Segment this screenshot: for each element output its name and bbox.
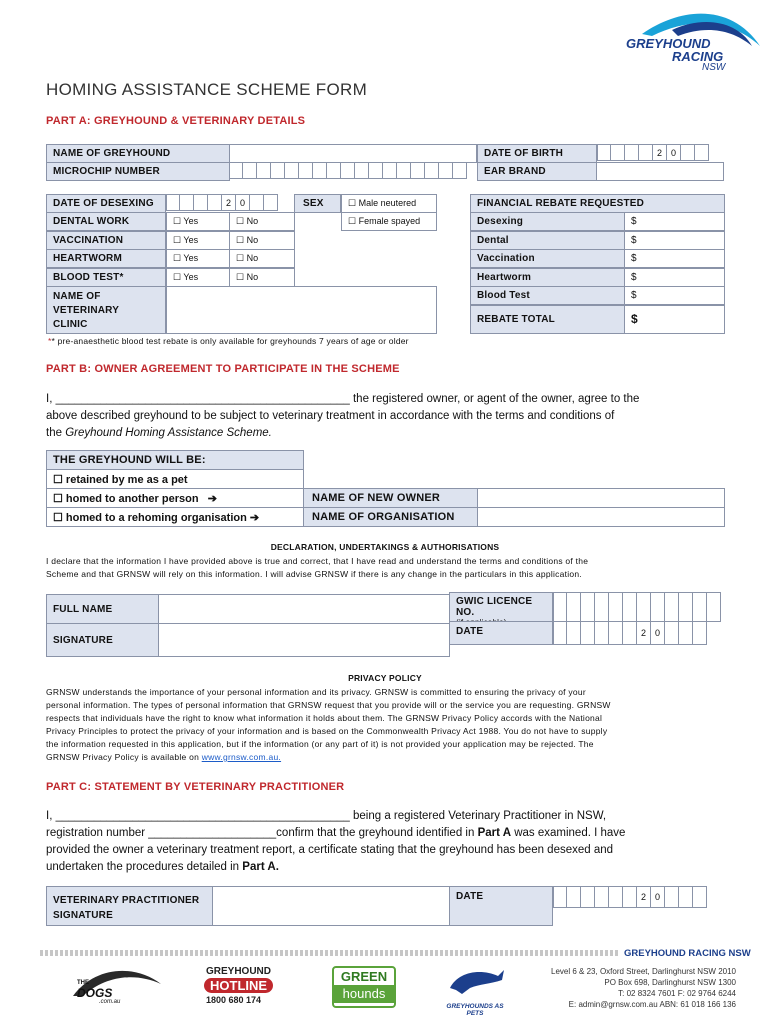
green-hounds-logo (332, 966, 396, 1008)
clinic-label-1: NAME OF (53, 291, 101, 302)
owner-date-digit-0: 0 (651, 621, 665, 645)
rebate-total-field[interactable] (624, 305, 725, 334)
heartworm-label-text: HEARTWORM (53, 253, 123, 264)
owner-date-digit-2: 2 (637, 621, 651, 645)
blood-test-label (46, 268, 166, 287)
yes-text: Yes (183, 272, 199, 282)
clinic-label (46, 286, 166, 334)
gwic-text: GWIC LICENCE NO. (456, 596, 533, 618)
ear-brand-label (477, 162, 597, 181)
option-homed-person[interactable]: ☐ homed to another person ➔ (46, 488, 304, 508)
male-neutered-option[interactable]: ☐ Male neutered (341, 194, 437, 213)
rebate-amount-field-2[interactable] (624, 249, 725, 268)
arrow-right-icon: ➔ (249, 512, 260, 524)
opt3-text: homed to a rehoming organisation (65, 512, 247, 524)
option-retained[interactable]: ☐ retained by me as a pet (46, 469, 304, 489)
desex-digit-2: 2 (222, 194, 236, 211)
desex-digit-0: 0 (236, 194, 250, 211)
vet-date-cells[interactable] (553, 886, 707, 908)
logo-text-3: NSW (702, 62, 726, 73)
signature-text: SIGNATURE (53, 635, 113, 646)
heartworm-yes[interactable]: ☐ Yes (166, 249, 230, 268)
dob-digit-0: 0 (667, 144, 681, 161)
female-spayed-option[interactable]: ☐ Female spayed (341, 212, 437, 231)
privacy-line-5: the information requested in this application, but if the information (or any part of it) is not provided your application may be rejected. The (46, 739, 594, 749)
rebate-label-text: Blood Test (477, 290, 530, 301)
vet-line-2a: registration number ____________________confirm that the greyhound identified in (46, 827, 478, 839)
hotline-text-1: GREYHOUND (206, 966, 272, 977)
dob-digit-2: 2 (653, 144, 667, 161)
new-owner-label (303, 488, 478, 508)
logo-text-1: GREYHOUND (626, 36, 711, 51)
arrow-right-icon: ➔ (207, 493, 217, 505)
full-name-label (46, 594, 159, 624)
microchip-label-text: MICROCHIP NUMBER (53, 166, 160, 177)
heartworm-no[interactable]: ☐ No (229, 249, 295, 268)
footer-brand: GREYHOUND RACING NSW (620, 948, 755, 959)
rebate-currency: $ (631, 272, 637, 283)
dental-label-text: DENTAL WORK (53, 216, 130, 227)
desexing-label-text: DATE OF DESEXING (53, 198, 154, 209)
privacy-line-1: GRNSW understands the importance of your personal information and its privacy. GRNSW is committed to ensuring the privacy of your (46, 687, 586, 697)
rebate-label-3 (470, 268, 625, 287)
rebate-currency: $ (631, 290, 637, 301)
desexing-date-cells[interactable] (166, 194, 278, 211)
part-a-heading: PART A: GREYHOUND & VETERINARY DETAILS (46, 115, 306, 127)
dental-no[interactable]: ☐ No (229, 212, 295, 231)
rebate-total-label (470, 305, 625, 334)
vet-line-2c: was examined. I have (511, 827, 626, 839)
gwic-cells[interactable] (553, 592, 721, 622)
rebate-currency: $ (631, 216, 637, 227)
rebate-label-text: Vaccination (477, 253, 535, 264)
full-name-field[interactable] (158, 594, 450, 624)
dental-yes[interactable]: ☐ Yes (166, 212, 230, 231)
rebate-total-text: REBATE TOTAL (477, 314, 555, 325)
no-text: No (246, 216, 259, 226)
green-text-1: GREEN (340, 969, 388, 984)
part-c-heading: PART C: STATEMENT BY VETERINARY PRACTITIONER (46, 781, 345, 793)
no-text: No (246, 253, 259, 263)
dob-cells[interactable] (597, 144, 709, 161)
privacy-link[interactable]: www.grnsw.com.au. (201, 752, 282, 762)
address-line-1: Level 6 & 23, Oxford Street, Darlinghurst NSW 2010 (551, 967, 736, 976)
address-line-2: PO Box 698, Darlinghurst NSW 1300 (604, 978, 736, 987)
greyhound-will-be-label (46, 450, 304, 470)
scheme-name: Greyhound Homing Assistance Scheme. (65, 427, 272, 439)
vet-sig-text-2: SIGNATURE (53, 910, 113, 921)
part-b-heading: PART B: OWNER AGREEMENT TO PARTICIPATE IN THE SCHEME (46, 363, 400, 375)
heartworm-label (46, 249, 166, 268)
privacy-line-3: respects that individuals have the right to know what information it holds about them. The GRNSW Privacy Policy accords with the National (46, 713, 603, 723)
dob-label-text: DATE OF BIRTH (484, 148, 564, 159)
vet-line-4a: undertaken the procedures detailed in (46, 861, 243, 873)
yes-text: Yes (183, 216, 199, 226)
option-homed-org[interactable]: ☐ homed to a rehoming organisation ➔ (46, 507, 304, 527)
new-owner-text: NAME OF NEW OWNER (312, 492, 441, 504)
organisation-label (303, 507, 478, 527)
no-text: No (246, 235, 259, 245)
declaration-line-1: I declare that the information I have provided above is true and correct, that I have read and understand the terms and conditions of the (46, 556, 589, 566)
vet-line-1: I, ______________________________________________ being a registered Veterinary Practitioner in NSW, (46, 810, 607, 822)
microchip-label (46, 162, 230, 181)
vet-statement-text (46, 808, 746, 876)
vet-line-4b: Part A. (242, 861, 279, 873)
rebate-heading (470, 194, 725, 213)
rebate-label-text: Desexing (477, 216, 524, 227)
sex-label (294, 194, 341, 213)
will-be-text: THE GREYHOUND WILL BE: (53, 454, 206, 466)
gap-text: GREYHOUNDS AS PETS (446, 1003, 504, 1017)
privacy-line-2: personal information. The types of personal information that GRNSW request that you provide will or the service you are requesting. GRNSW (46, 700, 611, 710)
signature-field[interactable] (158, 623, 450, 657)
privacy-last-text: GRNSW Privacy Policy is available on (46, 752, 202, 762)
rebate-label-text: Heartworm (477, 272, 532, 283)
clinic-label-2: VETERINARY (53, 305, 120, 316)
owner-agreement-text (46, 391, 736, 442)
dogs-text-3: .com.au (99, 999, 121, 1005)
green-text-2: hounds (334, 985, 394, 1003)
hotline-text-3: 1800 680 174 (206, 995, 262, 1005)
agreement-line-3 (46, 425, 736, 442)
clinic-label-3: CLINIC (53, 319, 88, 330)
footnote-text: * pre-anaesthetic blood test rebate is only available for greyhounds 7 years of age or older (51, 336, 409, 346)
privacy-text (46, 686, 746, 764)
rebate-amount-field-4[interactable] (624, 286, 725, 305)
gwic-licence-label (449, 592, 553, 622)
agreement-line-2: above described greyhound to be subject to veterinary treatment in accordance with the terms and conditions of (46, 410, 615, 422)
agreement-line-1: I, ______________________________________________ the registered owner, or agent of the owner, agree to the (46, 393, 640, 405)
rebate-label-4 (470, 286, 625, 305)
owner-date-cells[interactable] (553, 621, 707, 645)
address-line-3: T: 02 8324 7601 F: 02 9764 6244 (618, 989, 736, 998)
blood-test-no[interactable]: ☐ No (229, 268, 295, 287)
sex-label-text: SEX (303, 198, 324, 209)
blood-test-footnote: ** pre-anaesthetic blood test rebate is only available for greyhounds 7 years of age or older (48, 336, 409, 346)
ear-brand-field[interactable] (596, 162, 724, 181)
opt2-text: homed to another person (65, 493, 199, 505)
opt1-text: retained by me as a pet (65, 474, 188, 486)
desexing-date-label (46, 194, 166, 213)
ear-label-text: EAR BRAND (484, 166, 546, 177)
form-title: HOMING ASSISTANCE SCHEME FORM (46, 80, 368, 99)
yes-text: Yes (183, 253, 199, 263)
dogs-text-1: THE (77, 980, 89, 986)
privacy-line-6 (46, 751, 746, 764)
rebate-currency: $ (631, 235, 637, 246)
rebate-total-currency: $ (631, 312, 638, 326)
dob-label (477, 144, 597, 163)
privacy-heading: PRIVACY POLICY (348, 673, 422, 683)
greyhound-name-label (46, 144, 230, 163)
full-name-text: FULL NAME (53, 604, 113, 615)
vet-line-2b: Part A (477, 827, 512, 839)
privacy-line-4: Privacy Principles to protect the privacy of your information and is based on the Commonwealth Privacy Act 1988. You do not have to supply (46, 726, 608, 736)
rebate-heading-text: FINANCIAL REBATE REQUESTED (477, 198, 645, 209)
logo-text-2: RACING (672, 49, 724, 64)
declaration-line-2: Scheme and that GRNSW will rely on this information. I will advise GRNSW if there is any change in the particulars in this application. (46, 569, 582, 579)
vet-line-3: provided the owner a veterinary treatment report, a certificate stating that the greyhound has been desexed and (46, 844, 614, 856)
vet-signature-field[interactable] (212, 886, 450, 926)
signature-label (46, 623, 159, 657)
vet-line-4 (46, 859, 746, 876)
blood-label-text: BLOOD TEST* (53, 272, 124, 283)
microchip-cells[interactable] (229, 162, 467, 179)
vet-line-2 (46, 825, 746, 842)
blood-test-yes[interactable]: ☐ Yes (166, 268, 230, 287)
vaccination-label (46, 231, 166, 250)
organisation-field[interactable] (477, 507, 725, 527)
vacc-label-text: VACCINATION (53, 235, 124, 246)
vet-date-label (449, 886, 553, 926)
rebate-amount-field-3[interactable] (624, 268, 725, 287)
vet-date-digit-2: 2 (637, 886, 651, 908)
dental-work-label (46, 212, 166, 231)
rebate-label-1 (470, 231, 625, 250)
name-label-text: NAME OF GREYHOUND (53, 148, 171, 159)
vaccination-no[interactable]: ☐ No (229, 231, 295, 250)
footer-address (500, 966, 736, 1010)
greyhound-name-field[interactable] (229, 144, 477, 163)
vet-date-text: DATE (456, 891, 484, 902)
organisation-text: NAME OF ORGANISATION (312, 511, 455, 523)
owner-date-label (449, 621, 553, 645)
rebate-currency: $ (631, 253, 637, 264)
clinic-field[interactable] (166, 286, 437, 334)
date-text: DATE (456, 626, 484, 637)
rebate-label-0 (470, 212, 625, 231)
rebate-label-2 (470, 249, 625, 268)
dogs-text-2: DOGS (77, 986, 113, 1000)
new-owner-field[interactable] (477, 488, 725, 508)
vet-sig-text-1: VETERINARY PRACTITIONER (53, 895, 200, 906)
vet-date-digit-0: 0 (651, 886, 665, 908)
hotline-text-2: HOTLINE (204, 978, 273, 993)
the-dogs-logo (65, 966, 165, 1010)
yes-text: Yes (183, 235, 199, 245)
declaration-heading: DECLARATION, UNDERTAKINGS & AUTHORISATIONS (270, 542, 500, 552)
agreement-line-3a: the (46, 427, 66, 439)
rebate-amount-field-1[interactable] (624, 231, 725, 250)
grnsw-logo (612, 6, 762, 76)
declaration-text (46, 555, 736, 581)
female-label: Female spayed (358, 216, 421, 226)
rebate-label-text: Dental (477, 235, 509, 246)
vaccination-yes[interactable]: ☐ Yes (166, 231, 230, 250)
rebate-amount-field-0[interactable] (624, 212, 725, 231)
no-text: No (246, 272, 259, 282)
address-line-4: E: admin@grnsw.com.au ABN: 61 018 166 136 (568, 1000, 736, 1009)
greyhound-hotline-logo (200, 966, 310, 1012)
vet-signature-label (46, 886, 213, 926)
male-label: Male neutered (358, 198, 417, 208)
